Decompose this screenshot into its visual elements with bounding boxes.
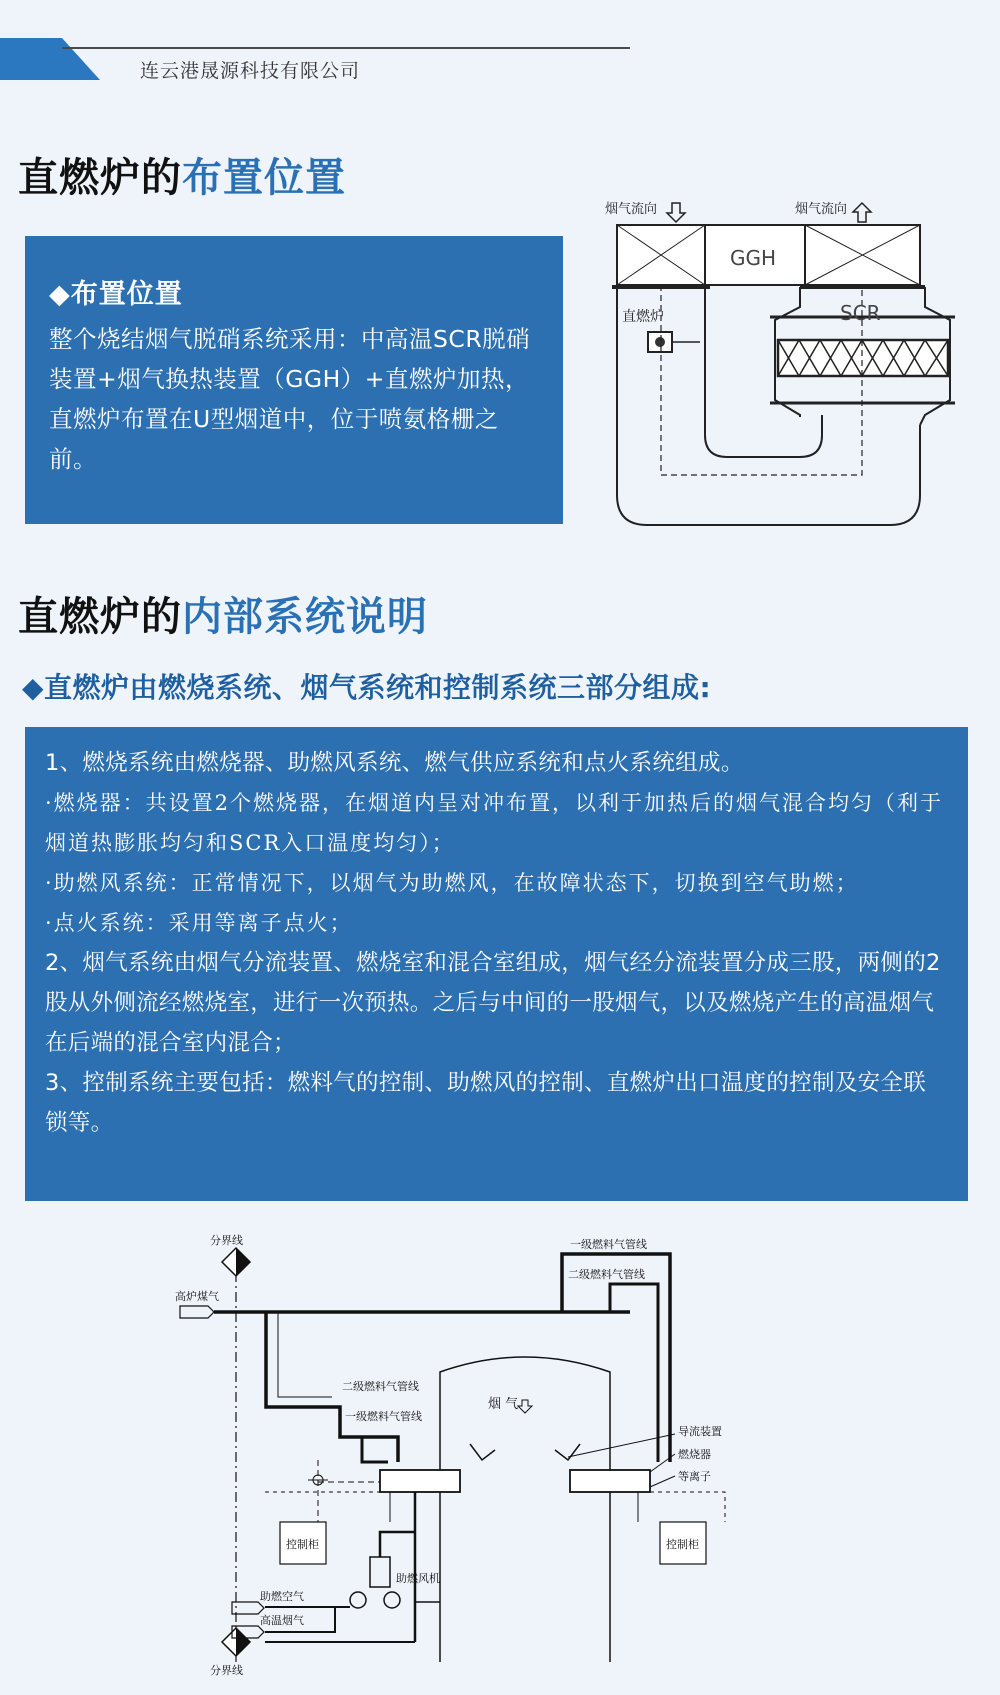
burner-label: 燃烧器 xyxy=(678,1448,711,1461)
control-cabinet-right-label: 控制柜 xyxy=(666,1538,699,1551)
bullet-air-system: ·助燃风系统：正常情况下，以烟气为助燃风，在故障状态下，切换到空气助燃； xyxy=(45,871,859,895)
furnace-label: 直燃炉 xyxy=(622,309,664,325)
boundary-top-label: 分界线 xyxy=(210,1234,243,1247)
flow-out-label: 烟气流向 xyxy=(795,202,848,217)
primary-gas-line-left-label: 一级燃料气管线 xyxy=(345,1410,422,1423)
header-divider xyxy=(62,47,630,49)
title-highlight: 布置位置 xyxy=(182,154,346,201)
flue-gas-label: 烟 气 xyxy=(488,1397,519,1412)
bullet-burner: ·燃烧器：共设置2个燃烧器，在烟道内呈对冲布置，以利于加热后的烟气混合均匀（利于烟道热膨胀均匀和SCR入口温度均匀）； xyxy=(45,791,944,855)
plasma-label: 等离子 xyxy=(678,1470,711,1483)
scr-label: SCR xyxy=(840,301,881,325)
bullet-ignition: ·点火系统：采用等离子点火； xyxy=(45,911,353,935)
secondary-gas-line-top-label: 二级燃料气管线 xyxy=(568,1268,645,1281)
company-name: 连云港晟源科技有限公司 xyxy=(140,60,361,82)
paragraph-combustion: 1、燃烧系统由燃烧器、助燃风系统、燃气供应系统和点火系统组成。 xyxy=(45,750,744,776)
header-accent-bar xyxy=(0,38,100,80)
guide-device-label: 导流装置 xyxy=(678,1425,722,1438)
primary-gas-line-top-label: 一级燃料气管线 xyxy=(570,1238,647,1251)
components-subheading: ◆直燃炉由燃烧系统、烟气系统和控制系统三部分组成: xyxy=(22,671,712,704)
u-duct-diagram xyxy=(600,195,970,545)
control-cabinet-left-label: 控制柜 xyxy=(286,1538,319,1551)
layout-info-box xyxy=(25,236,563,524)
internal-system-box xyxy=(25,727,968,1201)
gas-inlet-label: 高炉煤气 xyxy=(175,1290,219,1303)
title-main: 直燃炉的 xyxy=(18,154,182,201)
box-body: 整个烧结烟气脱硝系统采用：中高温SCR脱硝装置+烟气换热装置（GGH）+直燃炉加热，直燃炉布置在U型烟道中，位于喷氨格栅之前。 xyxy=(49,325,531,473)
section-title-internal xyxy=(18,585,428,642)
combustion-air-label: 助燃空气 xyxy=(260,1590,304,1603)
title-main: 直燃炉的 xyxy=(18,593,182,640)
secondary-gas-line-left-label: 二级燃料气管线 xyxy=(342,1380,419,1393)
boundary-bottom-label: 分界线 xyxy=(210,1664,243,1677)
furnace-schematic xyxy=(170,1222,790,1692)
section-title-layout xyxy=(18,146,346,203)
ggh-label: GGH xyxy=(730,246,777,270)
flow-in-label: 烟气流向 xyxy=(605,202,658,217)
box-heading: ◆布置位置 xyxy=(49,279,183,310)
paragraph-flue-gas: 2、烟气系统由烟气分流装置、燃烧室和混合室组成，烟气经分流装置分成三股，两侧的2股从外侧流经燃烧室，进行一次预热。之后与中间的一股烟气，以及燃烧产生的高温烟气在后端的混合室内混合； xyxy=(45,950,941,1056)
title-highlight: 内部系统说明 xyxy=(182,593,428,640)
paragraph-control: 3、控制系统主要包括：燃料气的控制、助燃风的控制、直燃炉出口温度的控制及安全联锁等。 xyxy=(45,1070,927,1136)
hot-gas-label: 高温烟气 xyxy=(260,1614,304,1627)
fan-label: 助燃风机 xyxy=(396,1572,440,1585)
